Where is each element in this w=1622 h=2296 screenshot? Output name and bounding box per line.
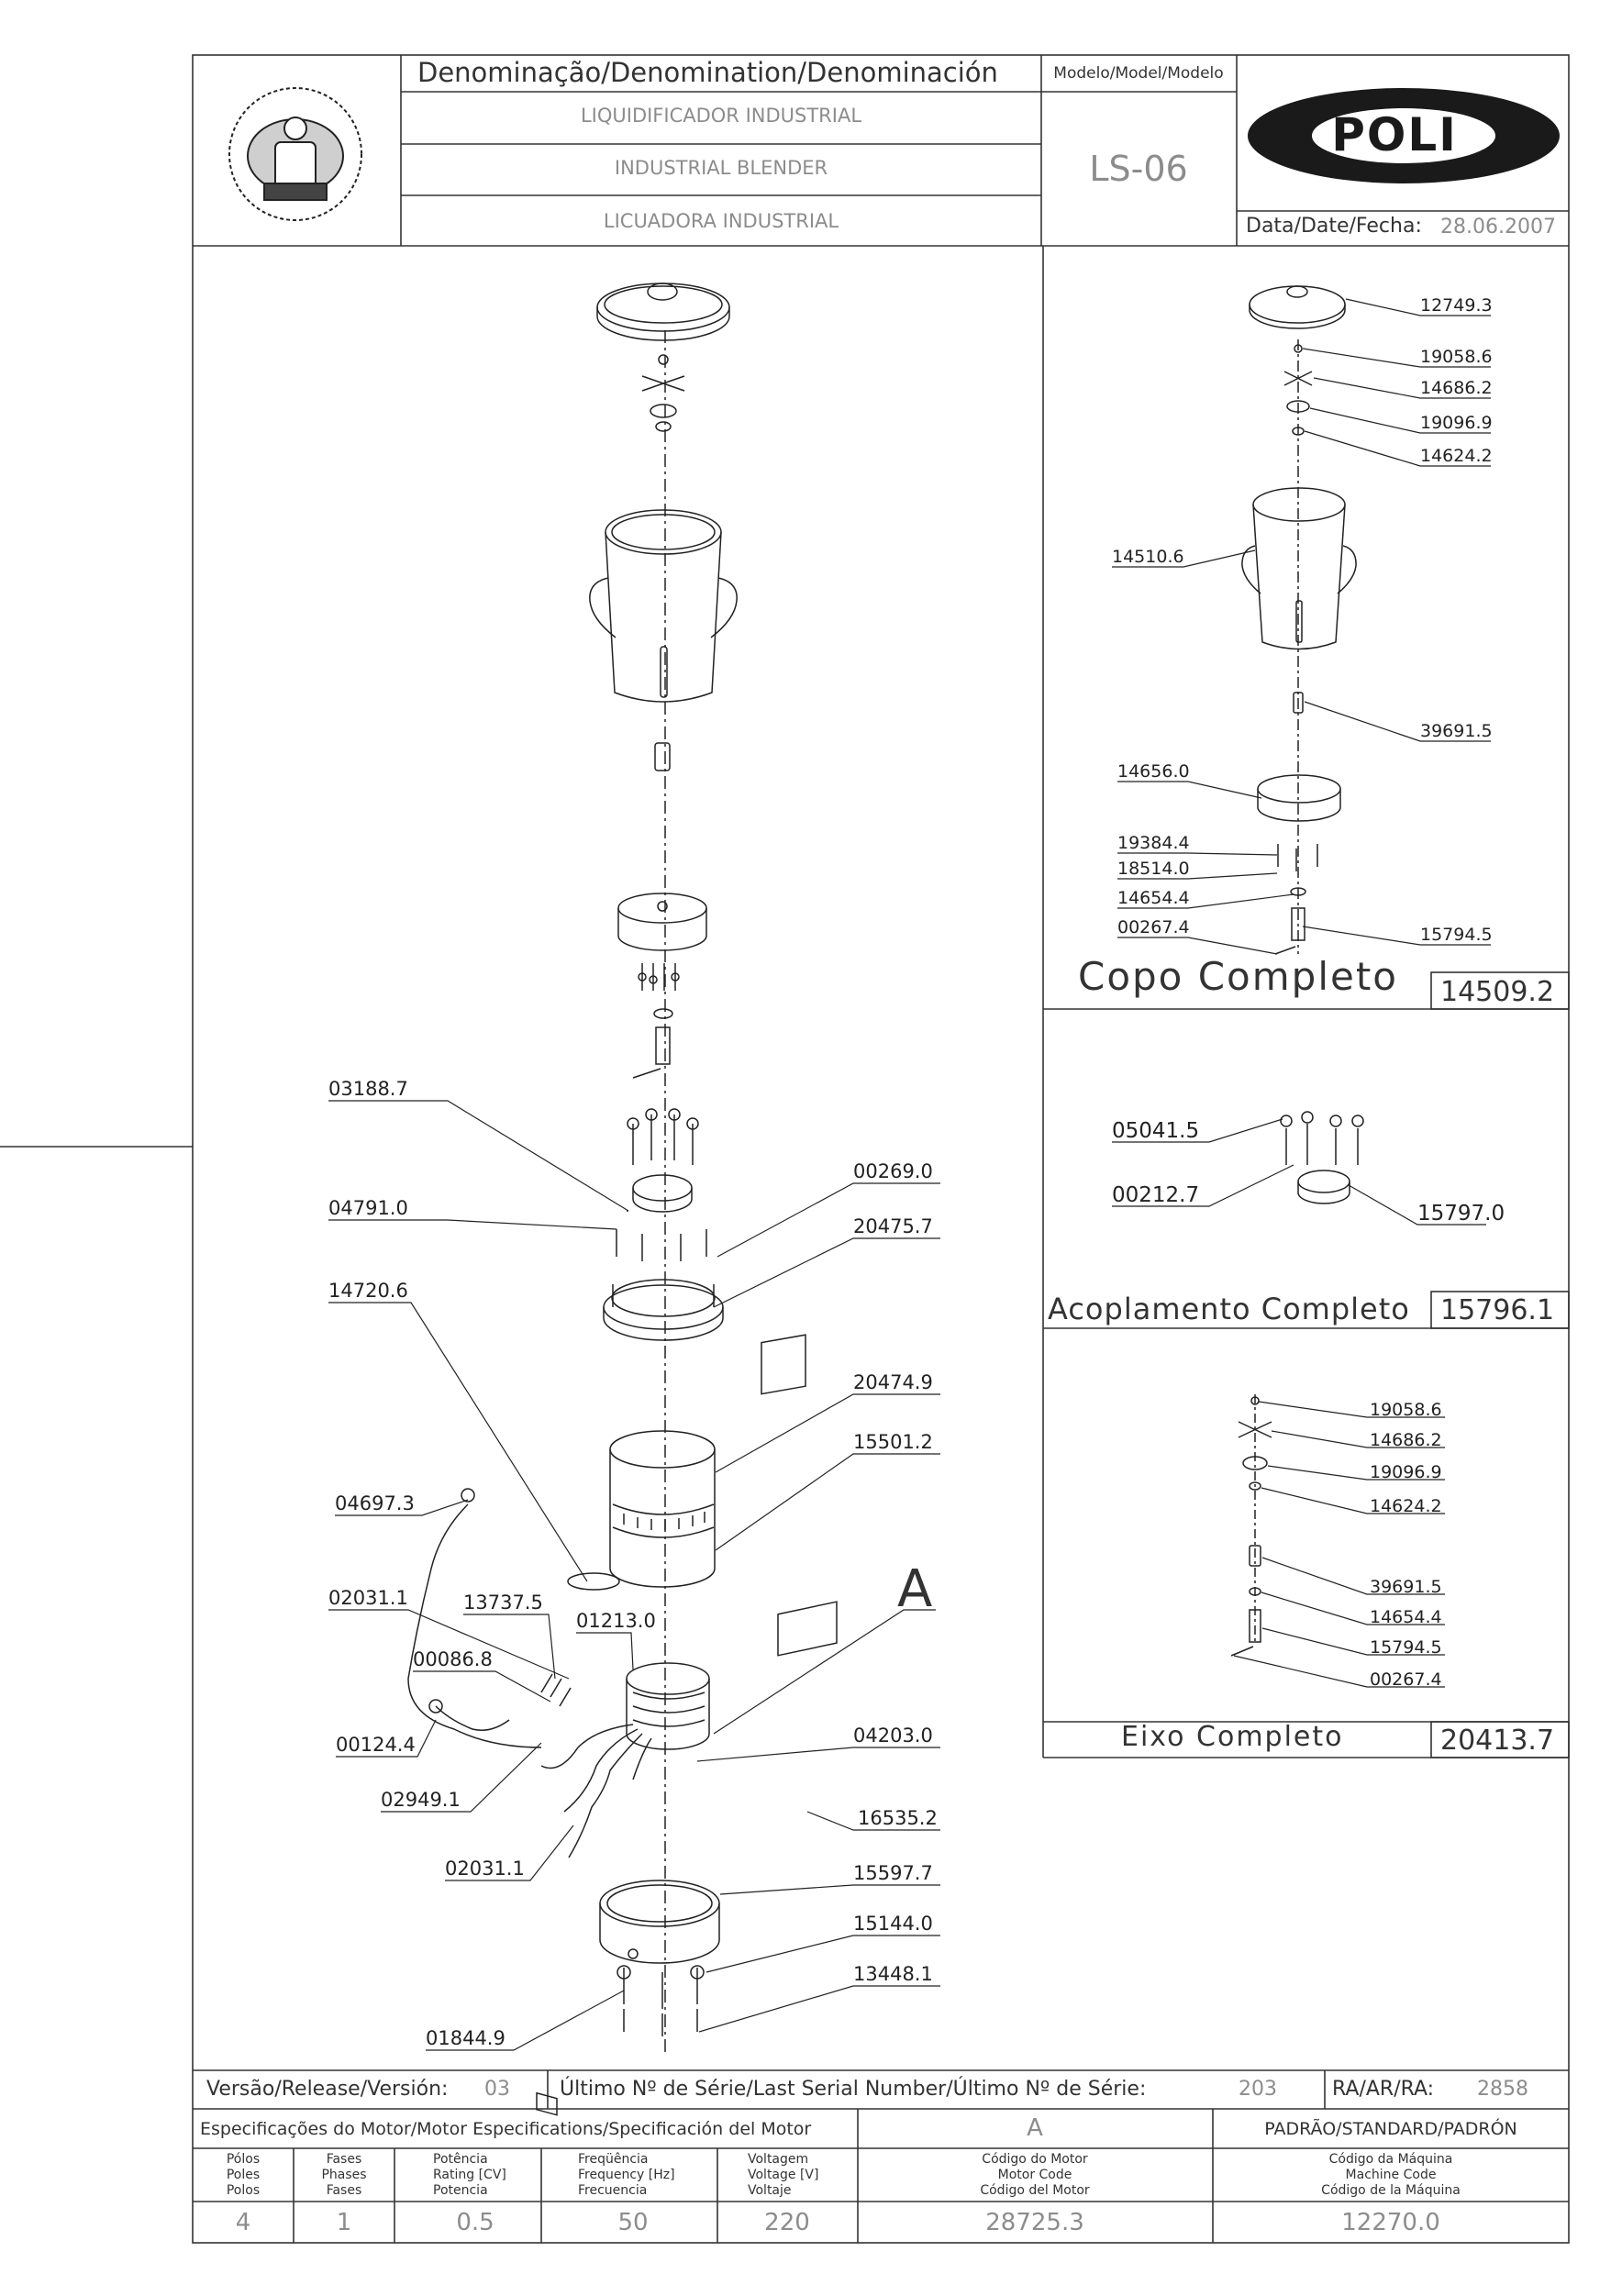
part-label: 00267.4 [1117,917,1190,937]
version-value: 03 [484,2078,510,2101]
part-label: 14654.4 [1117,888,1190,908]
part-label: 04791.0 [328,1197,408,1219]
part-label: 20474.9 [853,1371,933,1393]
spec-value-phases: 1 [336,2209,352,2236]
spec-col-motor-code-header: Código do Motor Motor Code Código del Motor [980,2152,1090,2198]
eixo-completo-title: Eixo Completo [1121,1721,1344,1753]
part-label: 14624.2 [1420,446,1493,466]
part-label: 15144.0 [853,1913,933,1935]
part-label: 12749.3 [1420,295,1493,316]
part-label: 15797.0 [1417,1202,1505,1226]
standard-label: PADRÃO/STANDARD/PADRÓN [1264,2119,1517,2139]
part-label: 14656.0 [1117,761,1190,782]
spec-col-rating-header: Potência Rating [CV] Potencia [433,2152,506,2198]
spec-col-poles-header: Pólos Poles Polos [226,2152,261,2198]
part-label: 19058.6 [1370,1400,1442,1420]
part-label: 01844.9 [426,2027,505,2049]
product-name-pt: LIQUIDIFICADOR INDUSTRIAL [580,105,862,127]
spec-col-phases-header: Fases Phases Fases [321,2152,367,2198]
acoplamento-completo-title: Acoplamento Completo [1048,1292,1410,1326]
part-label: 19058.6 [1420,347,1493,367]
part-label: 13448.1 [853,1963,933,1985]
spec-value-machine-code: 12270.0 [1341,2209,1440,2236]
spec-value-poles: 4 [235,2209,251,2236]
part-label: 14624.2 [1370,1496,1442,1516]
ra-label: RA/AR/RA: [1332,2078,1435,2101]
eixo-completo-code: 20413.7 [1440,1725,1555,1757]
part-label: 15794.5 [1420,925,1493,945]
part-label: 19096.9 [1370,1462,1442,1482]
model-title: Modelo/Model/Modelo [1053,64,1224,83]
part-label: 19096.9 [1420,413,1493,433]
part-label: 05041.5 [1112,1119,1200,1143]
part-label: 00269.0 [853,1160,933,1182]
part-label: 14720.6 [328,1280,408,1302]
authorized-service-seal [229,88,361,220]
part-label: 01213.0 [576,1610,656,1632]
part-label: 00086.8 [413,1648,493,1670]
part-label: 39691.5 [1420,721,1493,741]
spec-col-voltage-header: Voltagem Voltage [V] Voltaje [748,2152,819,2198]
spec-col-machine-code-header: Código da Máquina Machine Code Código de la Máquina [1321,2152,1461,2198]
spec-value-rating: 0.5 [456,2209,494,2236]
denomination-title: Denominação/Denomination/Denominación [417,57,998,88]
part-label: 02031.1 [445,1858,525,1880]
part-label: 14510.6 [1112,547,1184,567]
part-label: 20475.7 [853,1215,933,1237]
serial-label: Último Nº de Série/Last Serial Number/Último Nº de Série: [560,2078,1147,2101]
part-label: 14686.2 [1420,378,1493,398]
part-label: 02031.1 [328,1587,408,1609]
product-name-es: LICUADORA INDUSTRIAL [603,210,839,232]
spec-value-voltage: 220 [764,2209,810,2236]
part-label: 14686.2 [1370,1430,1442,1450]
part-label: 15501.2 [853,1431,933,1453]
motor-spec-label: Especificações do Motor/Motor Especifications/Specificación del Motor [200,2119,812,2139]
part-label: 02949.1 [381,1789,461,1811]
brand-registered-mark: ® [1486,114,1501,131]
part-label: 15794.5 [1370,1637,1442,1658]
motor-letter: A [1027,2114,1043,2142]
copo-completo-code: 14509.2 [1440,976,1555,1008]
brand-name: POLI [1331,108,1458,161]
part-label: 00212.7 [1112,1183,1200,1207]
part-label: 00267.4 [1370,1669,1442,1690]
part-label: 00124.4 [336,1734,416,1756]
spec-col-frequency-header: Freqüência Frequency [Hz] Frecuencia [578,2152,675,2198]
ra-value: 2858 [1477,2078,1528,2101]
version-label: Versão/Release/Versión: [206,2078,449,2101]
date-value: 28.06.2007 [1440,216,1556,238]
spec-value-frequency: 50 [617,2209,649,2236]
copo-completo-title: Copo Completo [1078,954,1398,999]
date-label: Data/Date/Fecha: [1246,215,1422,238]
acoplamento-completo-code: 15796.1 [1440,1294,1555,1326]
spec-value-motor-code: 28725.3 [985,2209,1084,2236]
part-label: 03188.7 [328,1078,408,1100]
serial-value: 203 [1239,2078,1277,2101]
part-label: 13737.5 [463,1592,543,1614]
part-label: 18514.0 [1117,859,1190,879]
part-label: 04203.0 [853,1725,933,1747]
part-label: 39691.5 [1370,1577,1442,1597]
part-label: 19384.4 [1117,833,1190,853]
product-name-en: INDUSTRIAL BLENDER [614,157,828,179]
part-label: 14654.4 [1370,1607,1442,1627]
model-value: LS-06 [1089,149,1188,189]
part-label: 16535.2 [858,1807,938,1829]
part-label: 15597.7 [853,1862,933,1884]
detail-a-label: A [897,1559,933,1619]
part-label: 04697.3 [335,1492,415,1514]
